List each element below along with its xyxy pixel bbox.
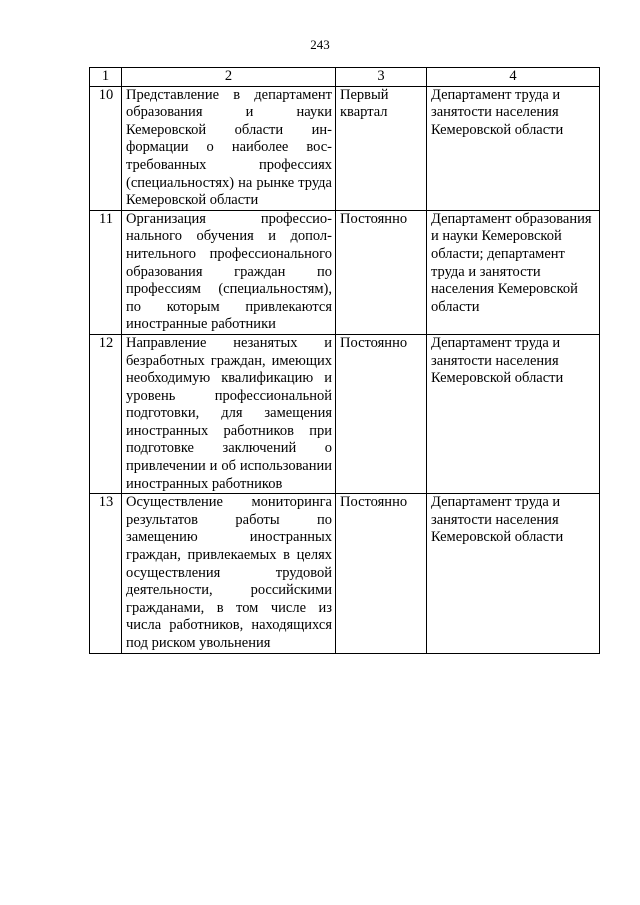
table-row <box>90 334 600 493</box>
row-number: 12 <box>90 334 122 493</box>
measure-text-content: Представление в департамент образования и науки Кемеровской области ин-формации о наиболее вос-требованных профессиях (специальностях) на рынке труда Кемеровской области <box>126 86 332 209</box>
measure-text <box>122 334 336 493</box>
measure-text <box>122 210 336 334</box>
measure-responsible: Департамент труда и занятости населения Кемеровской области <box>427 334 600 493</box>
measure-text-content: Направление незанятых и безработных граждан, имеющих необходимую квалификацию и уровень профессиональной подготовки, для замещения иностранных работников при подготовке заключений о привлечении и об использовании иностранных работников <box>126 334 332 492</box>
measure-term: Постоянно <box>336 494 427 653</box>
header-cell-4: 4 <box>427 68 600 87</box>
measures-table <box>89 67 600 654</box>
measure-responsible: Департамент труда и занятости населения Кемеровской области <box>427 86 600 210</box>
row-number: 10 <box>90 86 122 210</box>
page-number: 243 <box>310 37 330 52</box>
table-header-row <box>90 68 600 87</box>
measure-term: Постоянно <box>336 210 427 334</box>
table-row <box>90 86 600 210</box>
header-cell-1: 1 <box>90 68 122 87</box>
measure-responsible: Департамент образования и науки Кемеровской области; департамент труда и занятости населения Кемеровской области <box>427 210 600 334</box>
measure-text-content: Организация профессио-нального обучения и допол-нительного профессионального образования граждан по профессиям (специальностям), по которым привлекаются иностранные работники <box>126 210 332 333</box>
row-number: 13 <box>90 494 122 653</box>
table-row <box>90 210 600 334</box>
row-number: 11 <box>90 210 122 334</box>
header-cell-3: 3 <box>336 68 427 87</box>
table-row <box>90 494 600 653</box>
measure-text <box>122 86 336 210</box>
measure-term: Первый квартал <box>336 86 427 210</box>
measure-responsible: Департамент труда и занятости населения Кемеровской области <box>427 494 600 653</box>
header-cell-2: 2 <box>122 68 336 87</box>
measure-text <box>122 494 336 653</box>
measure-text-content: Осуществление мониторинга результатов работы по замещению иностранных граждан, привлекаемых в целях осуществления трудовой деятельности, российскими гражданами, в том числе из числа работников, находящихся под риском увольнения <box>126 494 332 651</box>
measure-term: Постоянно <box>336 334 427 493</box>
